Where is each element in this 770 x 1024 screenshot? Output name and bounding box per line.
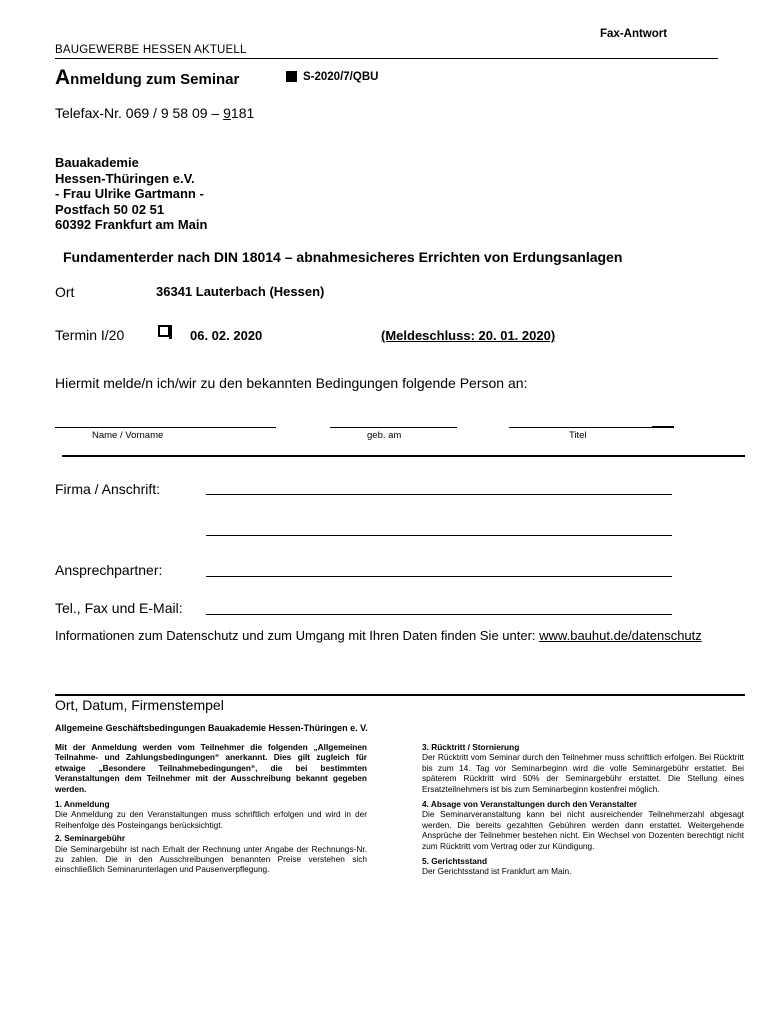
privacy-notice: Informationen zum Datenschutz und zum Umgang mit Ihren Daten finden Sie unter: www.bauhut.de/datenschutz <box>55 628 702 643</box>
company-input-line-2[interactable] <box>206 535 672 536</box>
phone-input-line[interactable] <box>206 614 672 615</box>
terms-intro: Mit der Anmeldung werden vom Teilnehmer die folgenden „Allgemeinen Teilnahme- und Zahlungsbedingungen“ anerkannt. Dies gilt zugleich für etwaige „Besondere Teilnahmebedingungen“, die bei bestimmten Veranstaltungen dem Teilnehmer mit der Ausschreibung bekannt gegeben werden. <box>55 742 367 794</box>
page-title <box>55 66 239 90</box>
registration-deadline: (Meldeschluss: 20. 01. 2020) <box>381 328 556 343</box>
terms-section-heading: 3. Rücktritt / Stornierung <box>422 742 520 752</box>
dob-input-line[interactable] <box>330 427 457 428</box>
address-line: Hessen-Thüringen e.V. <box>55 170 195 186</box>
terms-section-heading: 5. Gerichtsstand <box>422 856 488 867</box>
company-input-line[interactable] <box>206 494 672 495</box>
date-label: Termin I/20 <box>55 327 125 343</box>
seminar-code: S-2020/7/QBU <box>303 71 379 83</box>
company-label: Firma / Anschrift: <box>55 481 161 497</box>
phone-label: Tel., Fax und E-Mail: <box>55 600 183 616</box>
title-label: Titel <box>569 430 587 441</box>
contact-label: Ansprechpartner: <box>55 562 163 578</box>
terms-section-text: Der Gerichtsstand ist Frankfurt am Main. <box>422 866 572 877</box>
signature-line[interactable] <box>55 694 745 696</box>
location-label: Ort <box>55 284 75 300</box>
terms-heading: Allgemeine Geschäftsbedingungen Bauakademie Hessen-Thüringen e. V. <box>55 723 368 733</box>
section-divider <box>62 455 745 457</box>
terms-section-heading: 1. Anmeldung <box>55 799 110 810</box>
terms-section-heading: 4. Absage von Veranstaltungen durch den Veranstalter <box>422 799 638 810</box>
seminar-date: 06. 02. 2020 <box>190 328 263 343</box>
recipient-address <box>55 155 207 233</box>
terms-section-heading: 2. Seminargebühr <box>55 833 126 844</box>
address-line: Bauakademie <box>55 155 139 170</box>
header-rule <box>55 58 718 59</box>
terms-section-text: Die Seminargebühr ist nach Erhalt der Rechnung unter Angabe der Rechnungs-Nr. zu zahlen. Die in den Ausschreibungen benannten Preise verstehen sich einschließlich Seminarunterlagen und Pausenverpflegung. <box>55 843 367 875</box>
location-value: 36341 Lauterbach (Hessen) <box>156 284 325 299</box>
seminar-title: Fundamenterder nach DIN 18014 – abnahmesicheres Errichten von Erdungsanlagen <box>63 249 623 265</box>
publication-name: BAUGEWERBE HESSEN AKTUELL <box>55 44 247 56</box>
date-checkbox[interactable] <box>158 325 170 337</box>
contact-input-line[interactable] <box>206 576 672 577</box>
signature-label: Ort, Datum, Firmenstempel <box>55 697 224 713</box>
name-label: Name / Vorname <box>92 430 164 441</box>
registration-intro: Hiermit melde/n ich/wir zu den bekannten Bedingungen folgende Person an: <box>55 375 528 391</box>
title-input-line-end <box>652 426 674 428</box>
fax-answer-label: Fax-Antwort <box>600 28 668 40</box>
page-title-text: nmeldung zum Seminar <box>70 71 240 88</box>
privacy-link[interactable]: www.bauhut.de/datenschutz <box>539 628 702 643</box>
square-bullet-icon <box>286 71 297 82</box>
title-input-line[interactable] <box>509 427 674 428</box>
terms-left-column <box>55 742 367 875</box>
address-line: - Frau Ulrike Gartmann - <box>55 186 204 201</box>
telefax-number: Telefax-Nr. 069 / 9 58 09 – 9181 <box>55 105 255 121</box>
terms-section-text: Der Rücktritt vom Seminar durch den Teilnehmer muss schriftlich erfolgen. Bei Rücktritt bis zum 14. Tag vor Seminarbeginn wird die volle Seminargebühr erstattet. Bei späterem Rücktritt wird 50% der Seminargebühr erstattet. Die Stellung eines Ersatzteilnehmers ist bis zum Seminarbeginn kostenfrei möglich. <box>422 752 744 794</box>
name-input-line[interactable] <box>55 427 276 428</box>
terms-right-column <box>422 742 744 877</box>
terms-section-text: Die Seminarveranstaltung kann bei nicht ausreichender Teilnehmerzahl abgesagt werden. Die bereits gezahlten Gebühren werden dann erstattet. Weitergehende Ansprüche der Teilnehmer bestehen nicht. Ein Wechsel von Dozenten berechtigt nicht zum Rücktritt vom Vertrag oder zur Kündigung. <box>422 809 744 851</box>
address-line: 60392 Frankfurt am Main <box>55 217 208 232</box>
terms-section-text: Die Anmeldung zu den Veranstaltungen muss schriftlich erfolgen und wird in der Reihenfolge des Posteingangs berücksichtigt. <box>55 809 367 830</box>
page-title-initial: A <box>55 66 71 89</box>
dob-label: geb. am <box>367 430 402 441</box>
address-line: Postfach 50 02 51 <box>55 201 165 217</box>
